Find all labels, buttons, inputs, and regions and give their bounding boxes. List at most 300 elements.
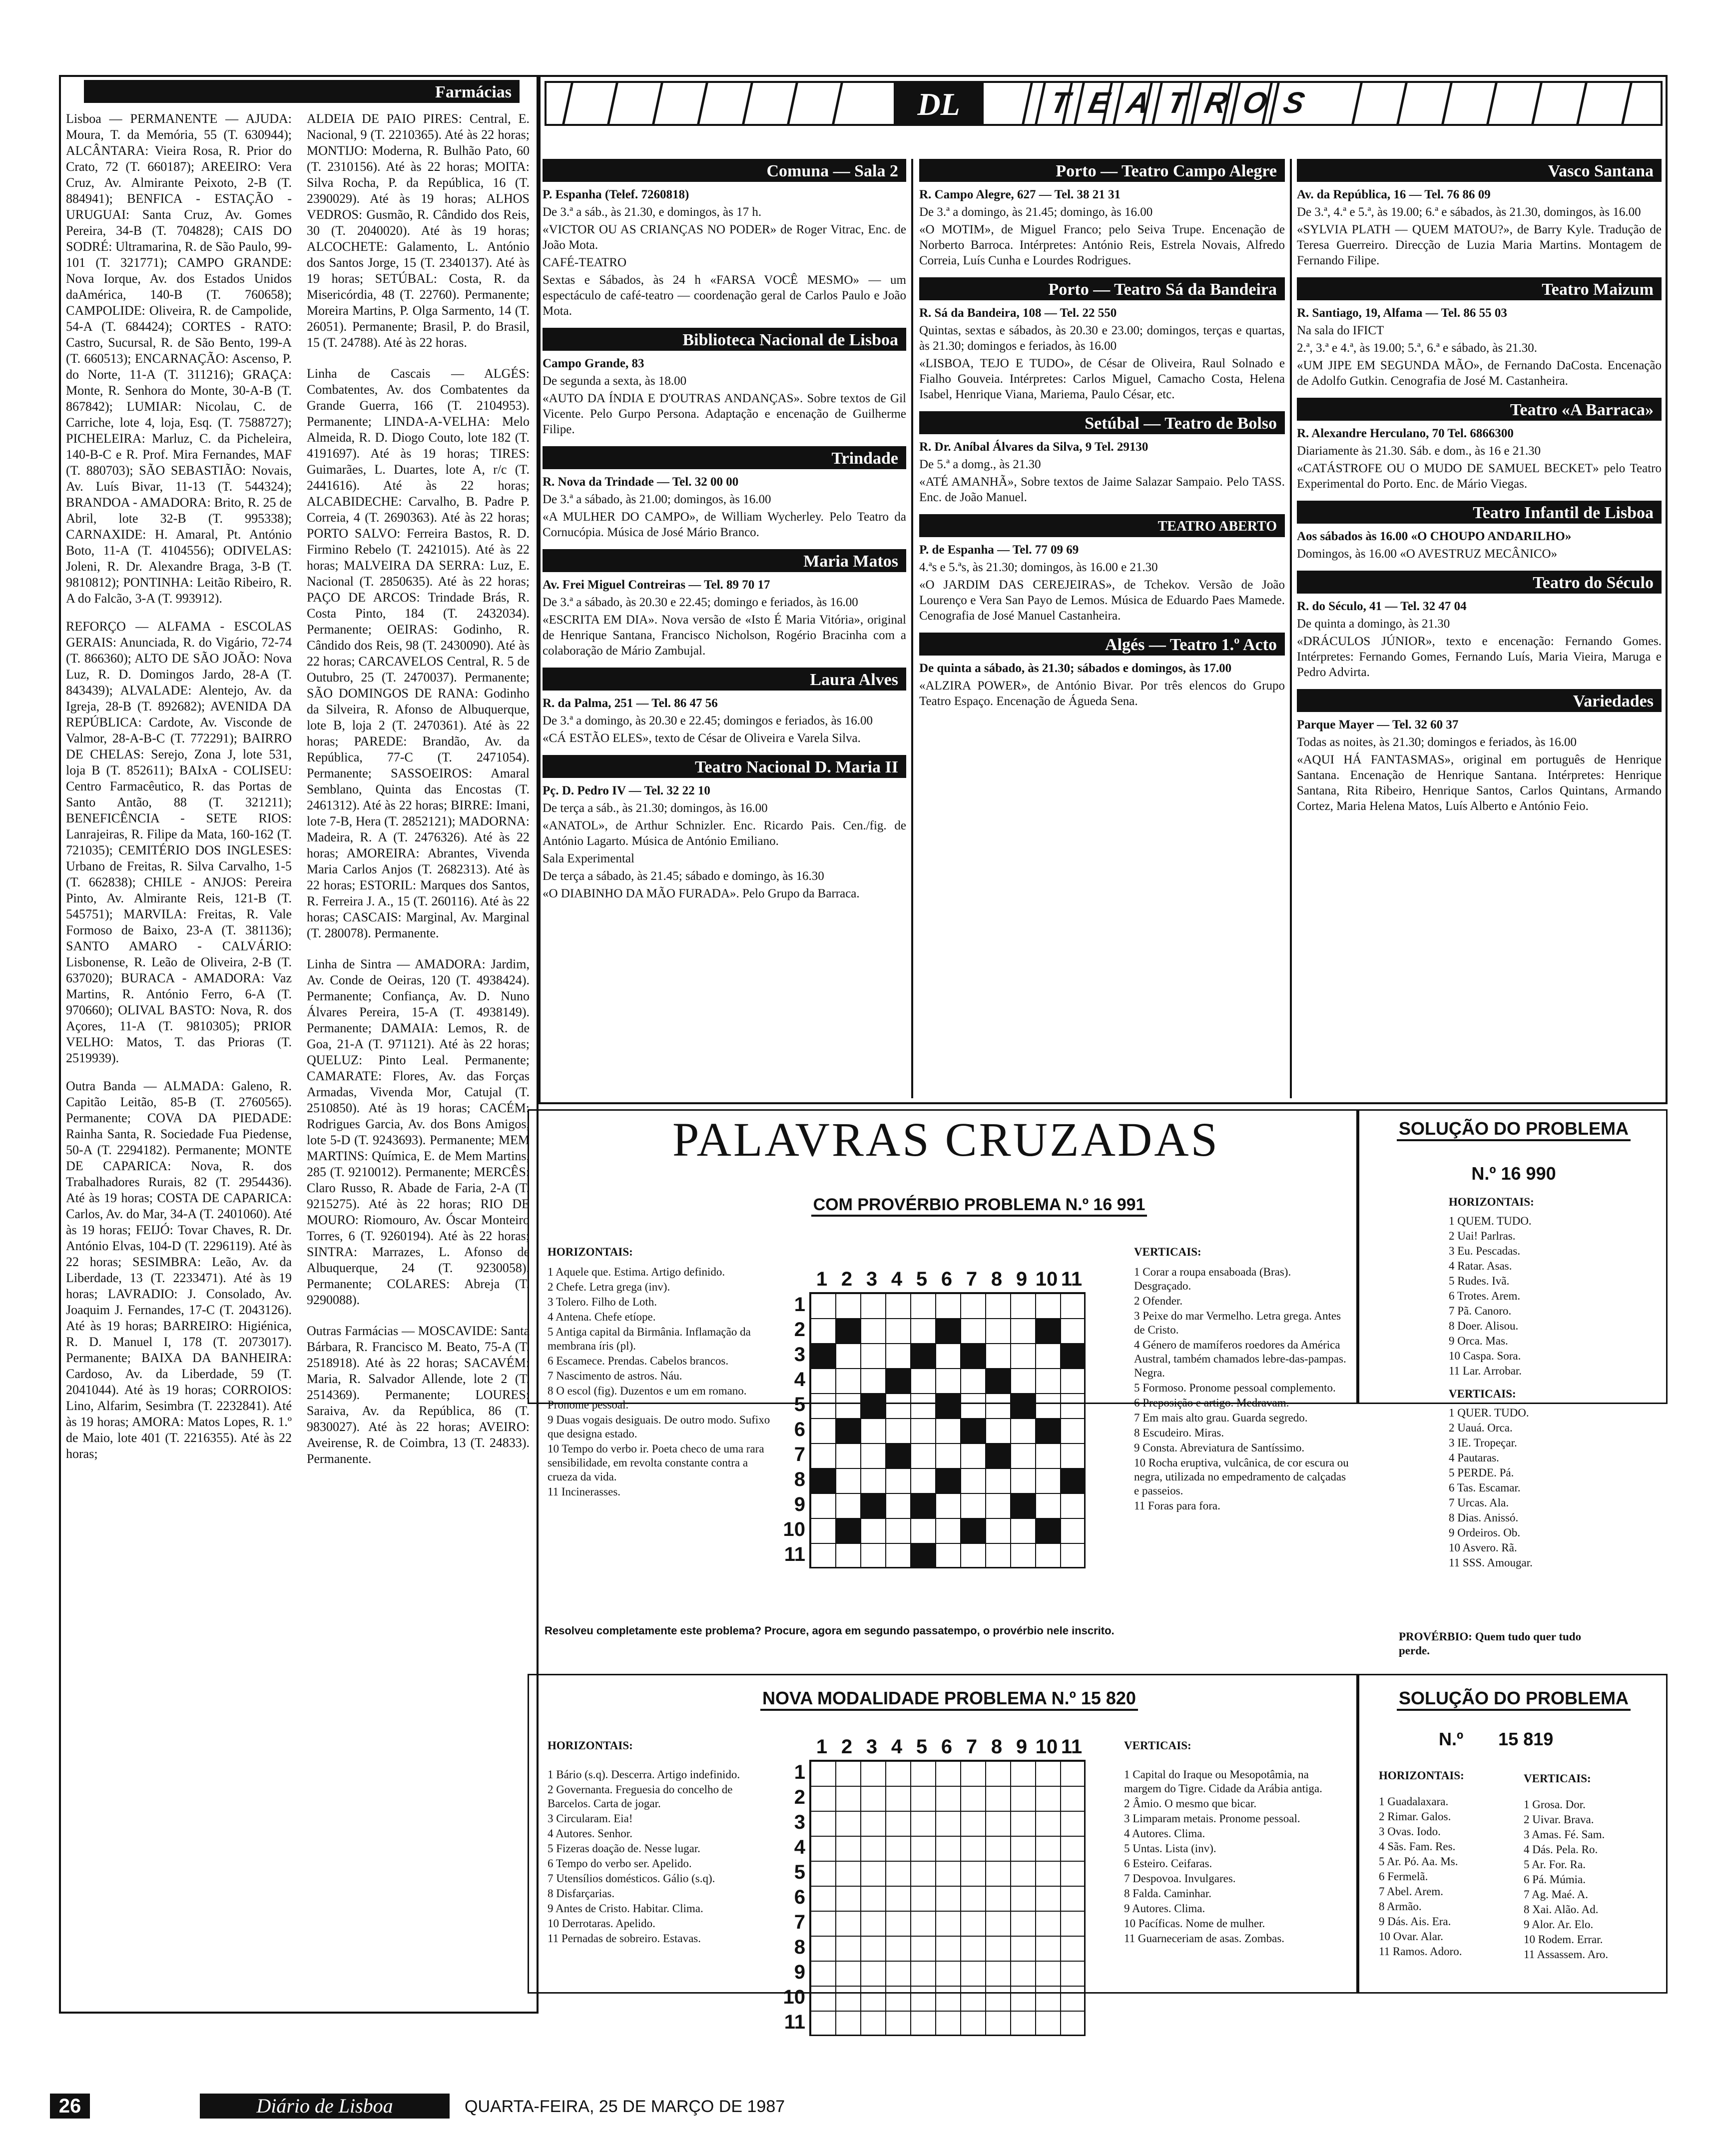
solution2-horizontais [1379, 1769, 1514, 1960]
clue-vertical: 8 Falda. Caminhar. [1124, 1887, 1212, 1900]
teatro-detail: De terça a sáb., às 21.30; domingos, às 16.00 [543, 801, 768, 815]
clue-vertical: 4 Autores. Clima. [1124, 1827, 1205, 1840]
teatro-entry [1297, 689, 1662, 814]
grid-column-number: 7 [966, 1736, 978, 1758]
solution-horizontal: 11 Lar. Arrobar. [1449, 1365, 1522, 1377]
clue-vertical: 1 Corar a roupa ensaboada (Bras). Desgraçado. [1134, 1266, 1291, 1292]
grid-cell [911, 1761, 936, 1786]
crossword2-horiz-list [548, 1768, 777, 1946]
grid-cell [861, 1344, 886, 1369]
clue-vertical: 5 Untas. Lista (inv). [1124, 1842, 1216, 1855]
banner-stroke [1022, 83, 1033, 124]
grid-cell [986, 1419, 1011, 1443]
grid-cell [911, 1468, 936, 1493]
clue-horizontal: 2 Chefe. Letra grega (inv). [548, 1281, 670, 1293]
grid-cell [1061, 1911, 1086, 1936]
grid-cell [1061, 1319, 1086, 1344]
teatro-name-bar: Algés — Teatro 1.º Acto [919, 633, 1285, 656]
grid-cell [936, 1961, 961, 1986]
grid-row-number: 9 [794, 1961, 805, 1983]
solution-horizontal: 3 Ovas. Iodo. [1379, 1825, 1441, 1838]
teatro-detail: De 3.ª, 4.ª e 5.ª, às 19.00; 6.ª e sábados, às 21.30, domingos, às 16.00 [1297, 205, 1641, 219]
grid-cell [961, 1443, 986, 1468]
teatro-detail: «O MOTIM», de Miguel Franco; pelo Seiva Trupe. Encenação de Norberto Barroca. Intérpretes: António Reis, Estrela Novais, Alfredo Correia, Luís Cunha e Lourdes Rodrigues. [919, 223, 1285, 267]
teatro-detail: Sextas e Sábados, às 24 h «FARSA VOCÊ MESMO» — um espectáculo de café-teatro — coordenação geral de Carlos Paulo e João Mota. [543, 273, 906, 318]
grid-cell-black [911, 1493, 936, 1518]
teatro-entry [1297, 159, 1662, 268]
grid-cell [961, 1319, 986, 1344]
grid-cell [1036, 1936, 1061, 1961]
teatro-detail: «AQUI HÁ FANTASMAS», original em português de Henrique Santana. Encenação de Henrique Santana. Intérpretes: Henrique Santana, Rita Ribeiro, Henrique Santos, Carlos Quintans, Armando Cortez, Maria Helena Matos, Luís Alberto e António Feio. [1297, 753, 1662, 813]
grid-cell-black [1036, 1319, 1061, 1344]
grid-cell [936, 1344, 961, 1369]
grid-cell-black [886, 1443, 911, 1468]
banner-stroke [832, 83, 843, 124]
grid-column-number: 10 [1035, 1268, 1058, 1290]
grid-cell [811, 1419, 836, 1443]
clue-horizontal: 4 Antena. Chefe etíope. [548, 1311, 656, 1323]
teatro-detail: «LISBOA, TEJO E TUDO», de César de Oliveira, Raul Solnado e Fialho Gouveia. Intérpretes: Carlos Miguel, Camacho Costa, Helena Isabel, Henrique Viana, Mariema, Paulo César, etc. [919, 357, 1285, 401]
banner-stroke [697, 83, 708, 124]
teatros-divider-2 [1290, 159, 1292, 1098]
teatros-letter: T [1151, 83, 1199, 124]
grid-cell [1036, 1911, 1061, 1936]
teatro-name-bar: Porto — Teatro Campo Alegre [919, 159, 1285, 182]
clue-vertical: 5 Formoso. Pronome pessoal complemento. [1134, 1382, 1336, 1394]
crossword1-horiz-label: HORIZONTAIS: [548, 1246, 633, 1258]
teatro-detail: «O JARDIM DAS CEREJEIRAS», de Tchekov. Versão de João Lourenço e Vera San Payo de Lemos. Música de Eduardo Paes Mamede. Cenografia de José Manuel Castanheira. [919, 578, 1285, 623]
grid-cell [1061, 1861, 1086, 1886]
grid-cell [986, 1861, 1011, 1886]
grid-cell [1036, 1443, 1061, 1468]
solution-horizontal: 8 Doer. Alisou. [1449, 1320, 1519, 1332]
banner-stroke [1351, 83, 1362, 124]
grid-cell [986, 1961, 1011, 1986]
teatro-address: R. da Palma, 251 — Tel. 86 47 56 [543, 697, 718, 710]
crossword2-title-text: NOVA MODALIDADE PROBLEMA N.º 15 820 [760, 1688, 1138, 1711]
grid-cell [936, 1986, 961, 2011]
teatro-detail: «ATÉ AMANHÃ», Sobre textos de Jaime Salazar Sampaio. Pelo TASS. Enc. de João Manuel. [919, 475, 1285, 504]
solution1-proverbio: PROVÉRBIO: Quem tudo quer tudo perde. [1399, 1630, 1582, 1657]
grid-column-number: 4 [891, 1736, 903, 1758]
grid-cell [1036, 1786, 1061, 1811]
teatro-detail: De 5.ª a domg., às 21.30 [919, 458, 1041, 471]
pharmacy-block-reforco: REFORÇO — ALFAMA - ESCOLAS GERAIS: Anunciada, R. do Vigário, 72-74 (T. 866360); ALTO DE SÃO JOÃO: Nova Luz, R. D. Domingos Jardo, 28-A (T. 843439); ALVALADE: Alentejo, Av. da Igreja, 28-B (T. 892682); AVENIDA DA REPÚBLICA: Cardote, Av. Visconde de Valmor, 28-A-B-C (T. 772291); BAIRRO DE CHELAS: Serejo, Zona J, lote 531, loja B (T. 852611); BAIxA - COLISEU: Centro Farmacêutico, R. das Portas de Santo Antão, 88 (T. 321211); BENEFICÊNCIA - SETE RIOS: Lanrajeiras, R. Filipe da Mata, 160-162 (T. 721035); CEMITÉRIO DOS INGLESES: Urbano de Freitas, R. Silva Carvalho, 1-5 (T. 662838); CHILE - ANJOS: Pereira Pinto, Av. Almirante Reis, 121-B (T. 545751); MARVILA: Freitas, R. Vale Formoso de Baixo, 23-A (T. 381136); SANTO AMARO - CALVÁRIO: Lisbonense, R. Leão de Oliveira, 2-B (T. 637020); BURACA - AMADORA: Vaz Martins, R. António Ferro, 6-A (T. 970660); OLIVAL BASTO: Nova, R. dos Açores, 11-A (T. 9810305); PRIOR VELHO: Matos, T. das Prioras (T. 2519939). [66, 619, 292, 1065]
teatro-entry [919, 411, 1285, 505]
grid-row-number: 3 [794, 1344, 805, 1366]
teatro-address: Pç. D. Pedro IV — Tel. 32 22 10 [543, 784, 710, 797]
grid-cell [1061, 1543, 1086, 1568]
teatros-col3 [1297, 159, 1662, 1103]
grid-column-number: 4 [891, 1268, 903, 1290]
clue-vertical: 7 Em mais alto grau. Guarda segredo. [1134, 1412, 1308, 1424]
grid-cell [861, 1961, 886, 1986]
crossword1-title [749, 1195, 1209, 1217]
teatro-entry [543, 446, 906, 540]
grid-cell [1011, 1861, 1036, 1886]
grid-row-number: 6 [794, 1886, 805, 1908]
clue-vertical: 9 Autores. Clima. [1124, 1902, 1205, 1915]
teatro-detail: Sala Experimental [543, 852, 634, 865]
grid-cell [1061, 1836, 1086, 1861]
crossword2-vert-list [1124, 1768, 1344, 1946]
clue-horizontal: 8 O escol (fig). Duzentos e um em romano. Pronome pessoal. [548, 1385, 747, 1411]
crossword-grid [809, 1292, 1086, 1568]
teatro-detail: De 3.ª a domingo, às 20.30 e 22.45; domingos e feriados, às 16.00 [543, 714, 873, 727]
grid-column-number: 8 [991, 1736, 1003, 1758]
banner-stroke [1486, 83, 1497, 124]
grid-column-number: 11 [1061, 1736, 1083, 1758]
solution2-verticais [1524, 1772, 1659, 1963]
grid-cell [811, 1369, 836, 1394]
teatro-address: R. Campo Alegre, 627 — Tel. 38 21 31 [919, 188, 1121, 201]
grid-cell [811, 1493, 836, 1518]
teatro-address: R. Sá da Bandeira, 108 — Tel. 22 550 [919, 306, 1117, 320]
grid-cell [861, 1861, 886, 1886]
solution-horizontal: 3 Eu. Pescadas. [1449, 1245, 1521, 1257]
clue-vertical: 4 Género de mamíferos roedores da América Austral, também chamados lebre-das-pampas. Negra. [1134, 1339, 1346, 1379]
grid-cell [861, 1836, 886, 1861]
grid-cell [986, 1761, 1011, 1786]
banner-stroke [1531, 83, 1542, 124]
grid-cell [811, 1294, 836, 1319]
teatro-detail: «CÁ ESTÃO ELES», texto de César de Oliveira e Varela Silva. [543, 731, 861, 745]
grid-cell [861, 1811, 886, 1836]
solution-horizontal: 1 Guadalaxara. [1379, 1795, 1449, 1808]
grid-cell-black [936, 1319, 961, 1344]
solution-horizontal: 4 Ratar. Asas. [1449, 1260, 1512, 1272]
palavras-cruzadas-logo: PALAVRAS CRUZADAS [672, 1113, 1219, 1166]
grid-cell [861, 1986, 886, 2011]
grid-cell [861, 1936, 886, 1961]
solution-horizontal: 9 Dás. Ais. Era. [1379, 1915, 1451, 1928]
solution-horizontal: 6 Fermelã. [1379, 1870, 1428, 1883]
clue-horizontal: 10 Derrotaras. Apelido. [548, 1917, 655, 1930]
solution2-horiz-label: HORIZONTAIS: [1379, 1769, 1464, 1782]
grid-cell [1011, 1911, 1036, 1936]
grid-cell [1036, 1394, 1061, 1419]
solution-vertical: 8 Dias. Anissó. [1449, 1511, 1519, 1524]
crossword1-grid-area [779, 1269, 1119, 1604]
teatro-name-bar: Porto — Teatro Sá da Bandeira [919, 277, 1285, 300]
grid-cell [911, 1861, 936, 1886]
grid-cell-black [861, 1493, 886, 1518]
teatro-detail: «ESCRITA EM DIA». Nova versão de «Isto É Maria Vitória», original de Henrique Santana, Francisco Nicholson, Rogério Bracinha com a colaboração de Mário Zambujal. [543, 613, 906, 658]
solution-vertical: 11 SSS. Amougar. [1449, 1556, 1533, 1569]
grid-cell [961, 1543, 986, 1568]
grid-cell [811, 1811, 836, 1836]
grid-cell [936, 1493, 961, 1518]
teatro-detail: De 3.ª a sábado, às 20.30 e 22.45; domingo e feriados, às 16.00 [543, 596, 858, 609]
grid-cell [886, 1811, 911, 1836]
clue-vertical: 3 Limparam metais. Pronome pessoal. [1124, 1812, 1300, 1825]
grid-cell [811, 1961, 836, 1986]
grid-column-number: 10 [1035, 1736, 1058, 1758]
teatro-detail: «A MULHER DO CAMPO», de William Wycherley. Pelo Teatro da Cornucópia. Música de José Mário Branco. [543, 510, 906, 539]
teatro-address: P. Espanha (Telef. 7260818) [543, 188, 689, 201]
solution-horizontal: 8 Armão. [1379, 1900, 1422, 1913]
teatros-letter: E [1074, 83, 1122, 124]
clue-horizontal: 11 Pernadas de sobreiro. Estavas. [548, 1932, 701, 1945]
grid-cell [1061, 1493, 1086, 1518]
solution-vertical: 11 Assassem. Aro. [1524, 1948, 1609, 1961]
pharmacies-col2 [307, 111, 530, 2005]
solution-vertical: 3 IE. Tropeçar. [1449, 1437, 1517, 1449]
grid-cell [1011, 1443, 1036, 1468]
solution-vertical: 7 Ag. Maé. A. [1524, 1888, 1589, 1901]
teatro-detail: CAFÉ-TEATRO [543, 256, 627, 269]
teatros-divider-1 [911, 159, 913, 1098]
grid-cell [1036, 1961, 1061, 1986]
grid-row-number: 1 [794, 1294, 805, 1316]
grid-cell [886, 1319, 911, 1344]
grid-cell [836, 1886, 861, 1911]
grid-cell [1011, 1543, 1036, 1568]
teatros-letter: R [1190, 83, 1238, 124]
solution-horizontal: 11 Ramos. Adoro. [1379, 1945, 1462, 1958]
crossword2-vert-label: VERTICAIS: [1124, 1739, 1191, 1752]
grid-cell [986, 1394, 1011, 1419]
grid-cell-black [961, 1344, 986, 1369]
banner-stroke [1441, 83, 1452, 124]
grid-column-number: 1 [816, 1736, 828, 1758]
grid-cell [886, 1911, 911, 1936]
clue-horizontal: 5 Fizeras doação de. Nesse lugar. [548, 1842, 700, 1855]
clue-vertical: 8 Escudeiro. Miras. [1134, 1427, 1224, 1439]
teatro-entry [1297, 398, 1662, 492]
teatro-address: Campo Grande, 83 [543, 357, 644, 370]
teatro-detail: «SYLVIA PLATH — QUEM MATOU?», de Barry Kyle. Tradução de Teresa Guerreiro. Direcção de Luzia Maria Martins. Montagem de Fernando Filipe. [1297, 223, 1662, 267]
teatro-address: Av. Frei Miguel Contreiras — Tel. 89 70 17 [543, 578, 770, 592]
clue-vertical: 1 Capital do Iraque ou Mesopotâmia, na margem do Tigre. Cidade da Arábia antiga. [1124, 1768, 1322, 1795]
banner-stroke [607, 83, 618, 124]
solution-vertical: 9 Ordeiros. Ob. [1449, 1526, 1521, 1539]
clue-vertical: 11 Guarneceriam de asas. Zombas. [1124, 1932, 1285, 1945]
grid-cell [911, 1961, 936, 1986]
grid-cell [911, 1886, 936, 1911]
grid-cell [1061, 1961, 1086, 1986]
grid-column-number: 7 [966, 1268, 978, 1290]
solution2-vert-list [1524, 1798, 1659, 1962]
solution1-body [1449, 1195, 1664, 1571]
grid-cell [811, 1936, 836, 1961]
grid-cell [886, 2011, 911, 2036]
grid-cell [886, 1518, 911, 1543]
grid-cell [936, 1936, 961, 1961]
grid-cell [1011, 1294, 1036, 1319]
solution-vertical: 6 Pá. Múmia. [1524, 1873, 1586, 1886]
solution-vertical: 5 Ar. For. Ra. [1524, 1858, 1586, 1871]
grid-cell [961, 1861, 986, 1886]
grid-cell [911, 1811, 936, 1836]
grid-cell [861, 1443, 886, 1468]
teatro-detail: Todas as noites, às 21.30; domingos e feriados, às 16.00 [1297, 735, 1577, 749]
grid-cell [986, 1886, 1011, 1911]
crossword-grid [809, 1760, 1086, 2036]
grid-cell [961, 1911, 986, 1936]
teatro-detail: Diariamente às 21.30. Sáb. e dom., às 16 e 21.30 [1297, 444, 1541, 458]
grid-cell [911, 1294, 936, 1319]
grid-cell [836, 1961, 861, 1986]
grid-cell-black [1011, 1394, 1036, 1419]
clue-horizontal: 11 Incinerasses. [548, 1485, 621, 1498]
grid-cell [836, 1543, 861, 1568]
grid-cell [936, 1369, 961, 1394]
clue-vertical: 6 Preposição e artigo. Medravam. [1134, 1397, 1289, 1409]
grid-cell-black [811, 1468, 836, 1493]
grid-cell [911, 1369, 936, 1394]
banner-stroke [1576, 83, 1587, 124]
grid-cell [1011, 1961, 1036, 1986]
clue-vertical: 2 Âmio. O mesmo que bicar. [1124, 1797, 1257, 1810]
grid-cell [861, 1886, 886, 1911]
pharmacy-block-paio-pires: ALDEIA DE PAIO PIRES: Central, E. Nacional, 9 (T. 2210365). Até às 22 horas; MONTIJO: Moderna, R. Bulhão Pato, 60 (T. 2310156). Até às 22 horas; MOITA: Silva Rocha, P. da República, 16 (T. 2390029). Até às 19 horas; ALHOS VEDROS: Gusmão, R. Cândido dos Reis, 30 (T. 2040020). Até às 19 horas; ALCOCHETE: Galamento, L. António dos Santos Jorge, 15 (T. 2340137). Até às 19 horas; SETÚBAL: Costa, R. da Misericórdia, 48 (T. 22760). Permanente; Moreira Martins, P. Olga Sarmento, 14 (T. 26051). Permanente; Brasil, P. do Brasil, 15 (T. 24788). Até às 22 horas. [307, 111, 530, 350]
grid-column-number: 2 [841, 1736, 853, 1758]
teatro-detail: Na sala do IFICT [1297, 324, 1384, 337]
crossword1-footer: Resolveu completamente este problema? Procure, agora em segundo passatempo, o provérbio nele inscrito. [545, 1624, 1115, 1637]
teatros-letter: O [1229, 83, 1277, 124]
teatro-detail: De 3.ª a domingo, às 21.45; domingo, às 16.00 [919, 205, 1153, 219]
grid-cell [861, 1786, 886, 1811]
grid-row-number: 3 [794, 1811, 805, 1833]
teatro-address: Aos sábados às 16.00 «O CHOUPO ANDARILHO» [1297, 530, 1572, 543]
solution2-horiz-list [1379, 1795, 1514, 1959]
clue-horizontal: 1 Aquele que. Estima. Artigo definido. [548, 1266, 725, 1278]
grid-cell-black [836, 1518, 861, 1543]
grid-cell [811, 1761, 836, 1786]
teatro-detail: De quinta a domingo, às 21.30 [1297, 617, 1450, 631]
grid-cell [1061, 2011, 1086, 2036]
grid-cell [836, 2011, 861, 2036]
solution-horizontal: 5 Ar. Pó. Aa. Ms. [1379, 1855, 1458, 1868]
crossword1-vert-list [1134, 1265, 1349, 1513]
banner-stroke [787, 83, 798, 124]
grid-cell [986, 1468, 1011, 1493]
teatro-detail: De terça a sábado, às 21.45; sábado e domingo, às 16.30 [543, 869, 824, 883]
grid-cell [1011, 1369, 1036, 1394]
grid-cell [961, 1886, 986, 1911]
solution-vertical: 2 Uivar. Brava. [1524, 1813, 1594, 1826]
grid-cell [836, 1493, 861, 1518]
grid-cell [911, 1911, 936, 1936]
teatro-address: R. Nova da Trindade — Tel. 32 00 00 [543, 475, 739, 489]
grid-cell [886, 1419, 911, 1443]
grid-cell [836, 1786, 861, 1811]
solution-vertical: 10 Asvero. Rã. [1449, 1541, 1517, 1554]
grid-cell [1011, 1761, 1036, 1786]
grid-cell [1036, 1543, 1061, 1568]
teatro-detail: De segunda a sexta, às 18.00 [543, 374, 687, 388]
clue-vertical: 11 Foras para fora. [1134, 1499, 1220, 1512]
grid-cell [861, 1294, 886, 1319]
solution-vertical: 5 PERDE. Pá. [1449, 1466, 1514, 1479]
solution-vertical: 6 Tas. Escamar. [1449, 1481, 1521, 1494]
grid-cell [1011, 1986, 1036, 2011]
grid-cell [936, 1761, 961, 1786]
teatro-address: R. do Século, 41 — Tel. 32 47 04 [1297, 600, 1467, 613]
solution2-number [1439, 1729, 1639, 1750]
crossword1-horiz-list [548, 1265, 772, 1499]
crossword1-title-text: COM PROVÉRBIO PROBLEMA N.º 16 991 [811, 1195, 1147, 1217]
grid-cell [1011, 1344, 1036, 1369]
clue-vertical: 2 Ofender. [1134, 1295, 1183, 1307]
grid-cell [1011, 1518, 1036, 1543]
page-number: 26 [50, 2094, 90, 2119]
grid-cell [836, 1394, 861, 1419]
banner-stroke [1621, 83, 1632, 124]
grid-cell [986, 1911, 1011, 1936]
grid-column-number: 3 [866, 1268, 878, 1290]
grid-column-number: 3 [866, 1736, 878, 1758]
grid-cell [936, 1886, 961, 1911]
grid-cell [1061, 1811, 1086, 1836]
grid-cell [1061, 1419, 1086, 1443]
pharmacies-header: Farmácias [84, 80, 520, 103]
grid-cell-black [836, 1319, 861, 1344]
grid-cell-black [861, 1394, 886, 1419]
solution-horizontal: 7 Pã. Canoro. [1449, 1305, 1512, 1317]
grid-cell-black [1061, 1344, 1086, 1369]
grid-cell [886, 1493, 911, 1518]
grid-row-number: 9 [794, 1493, 805, 1515]
grid-column-number: 6 [941, 1736, 953, 1758]
crossword2-title [649, 1688, 1249, 1711]
solution2-number-label: N.º [1439, 1729, 1464, 1749]
grid-cell [836, 1761, 861, 1786]
clue-horizontal: 4 Autores. Senhor. [548, 1827, 632, 1840]
grid-cell [861, 1543, 886, 1568]
teatro-entry [1297, 277, 1662, 389]
grid-cell [1011, 1886, 1036, 1911]
clue-vertical: 10 Rocha eruptiva, vulcânica, de cor escura ou negra, utilizada no empedramento de calçadas e passeios. [1134, 1456, 1349, 1497]
grid-cell [936, 1419, 961, 1443]
grid-cell [961, 1493, 986, 1518]
grid-cell [961, 1936, 986, 1961]
solution-horizontal: 4 Sãs. Fam. Res. [1379, 1840, 1456, 1853]
grid-cell [836, 1936, 861, 1961]
grid-cell [886, 1836, 911, 1861]
grid-row-number: 11 [784, 2011, 805, 2033]
grid-cell [861, 1518, 886, 1543]
grid-row-number: 2 [794, 1319, 805, 1341]
grid-cell [961, 1961, 986, 1986]
solution2-number-value: 15 819 [1498, 1729, 1554, 1749]
clue-vertical: 9 Consta. Abreviatura de Santíssimo. [1134, 1441, 1305, 1454]
grid-cell [986, 2011, 1011, 2036]
teatro-entry [1297, 571, 1662, 680]
grid-cell [961, 1811, 986, 1836]
teatro-name-bar: Setúbal — Teatro de Bolso [919, 411, 1285, 434]
grid-cell [986, 1986, 1011, 2011]
grid-cell [986, 1811, 1011, 1836]
crossword1-vert-label: VERTICAIS: [1134, 1246, 1201, 1258]
teatro-entry [543, 755, 906, 901]
grid-cell-black [1061, 1468, 1086, 1493]
grid-cell [811, 2011, 836, 2036]
teatro-name-bar: Teatro Maizum [1297, 277, 1662, 300]
teatro-detail: «AUTO DA ÍNDIA E D'OUTRAS ANDANÇAS». Sobre textos de Gil Vicente. Pelo Gurpo Persona. Adaptação e encenação de Guilherme Filipe. [543, 392, 906, 436]
teatro-detail: «ALZIRA POWER», de António Bivar. Por três elencos do Grupo Teatro Espaço. Encenação de Águeda Sena. [919, 679, 1285, 708]
grid-cell [986, 1319, 1011, 1344]
grid-cell [1011, 1786, 1036, 1811]
grid-cell [961, 2011, 986, 2036]
grid-cell [811, 1886, 836, 1911]
grid-row-number: 7 [794, 1443, 805, 1465]
grid-cell [811, 1836, 836, 1861]
grid-cell [886, 1936, 911, 1961]
grid-cell [836, 1443, 861, 1468]
teatro-name-bar: Maria Matos [543, 549, 906, 572]
